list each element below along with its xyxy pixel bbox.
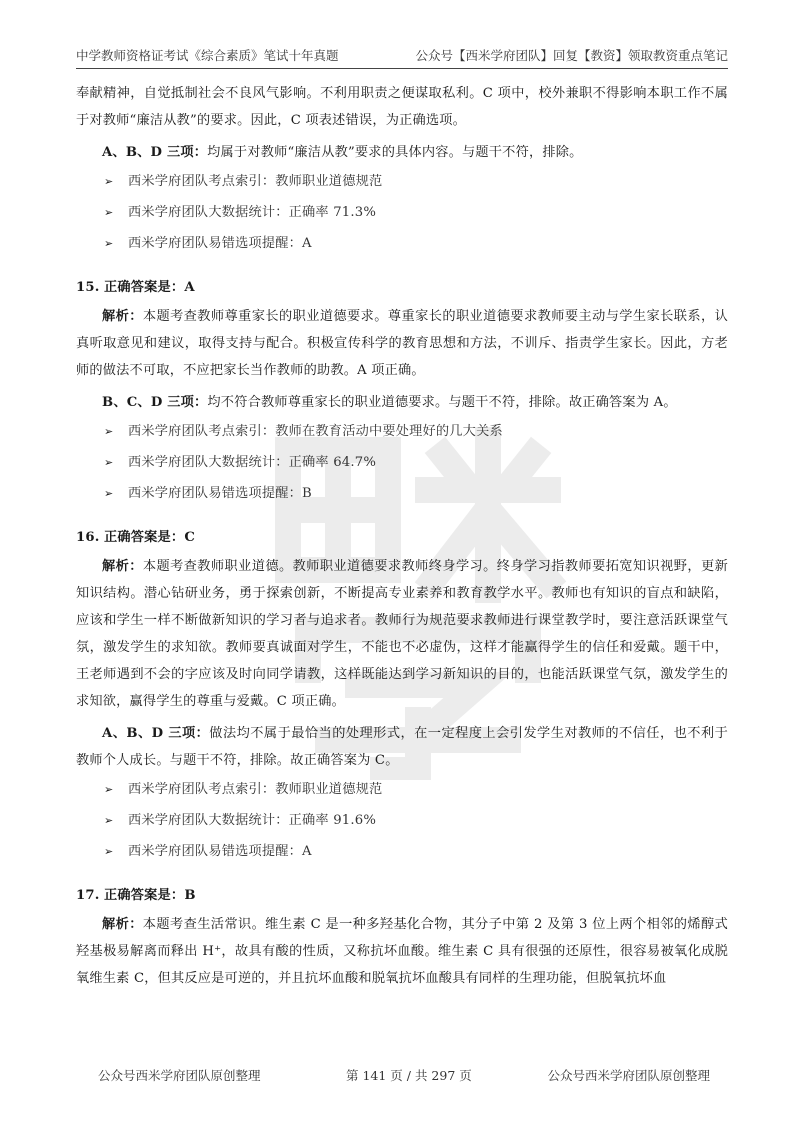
options-text: 均不符合教师尊重家长的职业道德要求。与题干不符，排除。故正确答案为 A。	[207, 395, 677, 410]
question-number: 16.	[76, 530, 100, 545]
analysis-label: 解析：	[102, 559, 143, 574]
options-text: 做法均不属于最恰当的处理形式，在一定程度上会引发学生对教师的不信任，也不利于教师个人成长。与题干不符，排除。故正确答案为 C。	[76, 726, 728, 768]
bullet-item	[76, 806, 728, 836]
bullet-text: 西米学府团队考点索引：教师职业道德规范	[128, 174, 383, 189]
analysis-label: 解析：	[102, 309, 143, 324]
page-header	[76, 44, 728, 69]
analysis-label: 解析：	[102, 917, 143, 932]
arrow-bullet-icon: ➢	[104, 814, 114, 827]
arrow-bullet-icon: ➢	[104, 237, 114, 250]
bullet-item	[76, 198, 728, 228]
correct-answer: 正确答案是：B	[104, 888, 196, 903]
arrow-bullet-icon: ➢	[104, 175, 114, 188]
options-text: 均属于对教师“廉洁从教”要求的具体内容。与题干不符，排除。	[207, 145, 583, 160]
bullet-item	[76, 775, 728, 805]
bullet-text: 西米学府团队大数据统计：正确率 91.6%	[128, 813, 377, 828]
question-heading	[76, 273, 728, 303]
bullet-item	[76, 837, 728, 867]
bullet-text: 西米学府团队大数据统计：正确率 64.7%	[128, 455, 377, 470]
bullet-item	[76, 167, 728, 197]
bullet-item	[76, 479, 728, 509]
question-number: 17.	[76, 888, 100, 903]
options-label: A、B、D 三项：	[102, 726, 210, 741]
correct-answer: 正确答案是：A	[104, 280, 195, 295]
footer-right: 公众号西米学府团队原创整理	[547, 1068, 710, 1083]
arrow-bullet-icon: ➢	[104, 425, 114, 438]
arrow-bullet-icon: ➢	[104, 783, 114, 796]
bullet-item	[76, 229, 728, 259]
page-content	[76, 80, 728, 992]
analysis-paragraph	[76, 911, 728, 992]
header-title: 中学教师资格证考试《综合素质》笔试十年真题	[76, 48, 339, 63]
arrow-bullet-icon: ➢	[104, 456, 114, 469]
bullet-item	[76, 448, 728, 478]
bullet-item	[76, 417, 728, 447]
options-label: B、C、D 三项：	[102, 395, 208, 410]
bullet-text: 西米学府团队易错选项提醒：A	[128, 236, 312, 251]
page-footer	[76, 1066, 728, 1088]
bullet-text: 西米学府团队易错选项提醒：B	[128, 486, 312, 501]
arrow-bullet-icon: ➢	[104, 206, 114, 219]
analysis-paragraph	[76, 553, 728, 715]
options-note	[76, 720, 728, 774]
analysis-text: 本题考查生活常识。维生素 C 是一种多羟基化合物，其分子中第 2 及第 3 位上两个相邻的烯醇式羟基极易解离而释出 H⁺，故具有酸的性质，又称抗坏血酸。维生素 C 具有很强的还原性，很容易被氧化成脱氧维生素 C，但其反应是可逆的，并且抗坏血酸和脱氧抗坏血酸具有同样的生理功能，但脱氧抗坏血	[76, 917, 728, 986]
arrow-bullet-icon: ➢	[104, 845, 114, 858]
options-note	[76, 389, 728, 416]
question-heading	[76, 881, 728, 911]
bullet-text: 西米学府团队考点索引：教师在教育活动中要处理好的几大关系	[128, 424, 503, 439]
page-number: 第 141 页 / 共 297 页	[346, 1068, 472, 1083]
arrow-bullet-icon: ➢	[104, 487, 114, 500]
analysis-paragraph	[76, 303, 728, 384]
question-number: 15.	[76, 280, 100, 295]
options-label: A、B、D 三项：	[102, 145, 208, 160]
question-heading	[76, 523, 728, 553]
bullet-text: 西米学府团队考点索引：教师职业道德规范	[128, 782, 383, 797]
options-note	[76, 139, 728, 166]
analysis-text: 本题考查教师尊重家长的职业道德要求。尊重家长的职业道德要求教师要主动与学生家长联系，认真听取意见和建议，取得支持与配合。积极宣传科学的教育思想和方法，不训斥、指责学生家长。因此，方老师的做法不可取，不应把家长当作教师的助教。A 项正确。	[76, 309, 728, 378]
header-promo: 公众号【西米学府团队】回复【教资】领取教资重点笔记	[415, 48, 728, 63]
continued-paragraph: 奉献精神，自觉抵制社会不良风气影响。不利用职责之便谋取私利。C 项中，校外兼职不得影响本职工作不属于对教师“廉洁从教”的要求。因此，C 项表述错误，为正确选项。	[76, 86, 728, 128]
bullet-text: 西米学府团队易错选项提醒：A	[128, 844, 312, 859]
correct-answer: 正确答案是：C	[104, 530, 196, 545]
footer-left: 公众号西米学府团队原创整理	[98, 1068, 261, 1083]
analysis-text: 本题考查教师职业道德。教师职业道德要求教师终身学习。终身学习指教师要拓宽知识视野，更新知识结构。潜心钻研业务，勇于探索创新，不断提高专业素养和教育教学水平。教师也有知识的盲点和缺陷，应该和学生一样不断做新知识的学习者与追求者。教师行为规范要求教师进行课堂教学时，要注意活跃课堂气氛，激发学生的求知欲。教师要真诚面对学生，不能也不必虚伪，这样才能赢得学生的信任和爱戴。题干中，王老师遇到不会的字应该及时向同学请教，这样既能达到学习新知识的目的，也能活跃课堂气氛，激发学生的求知欲，赢得学生的尊重与爱戴。C 项正确。	[76, 559, 728, 709]
bullet-text: 西米学府团队大数据统计：正确率 71.3%	[128, 205, 377, 220]
